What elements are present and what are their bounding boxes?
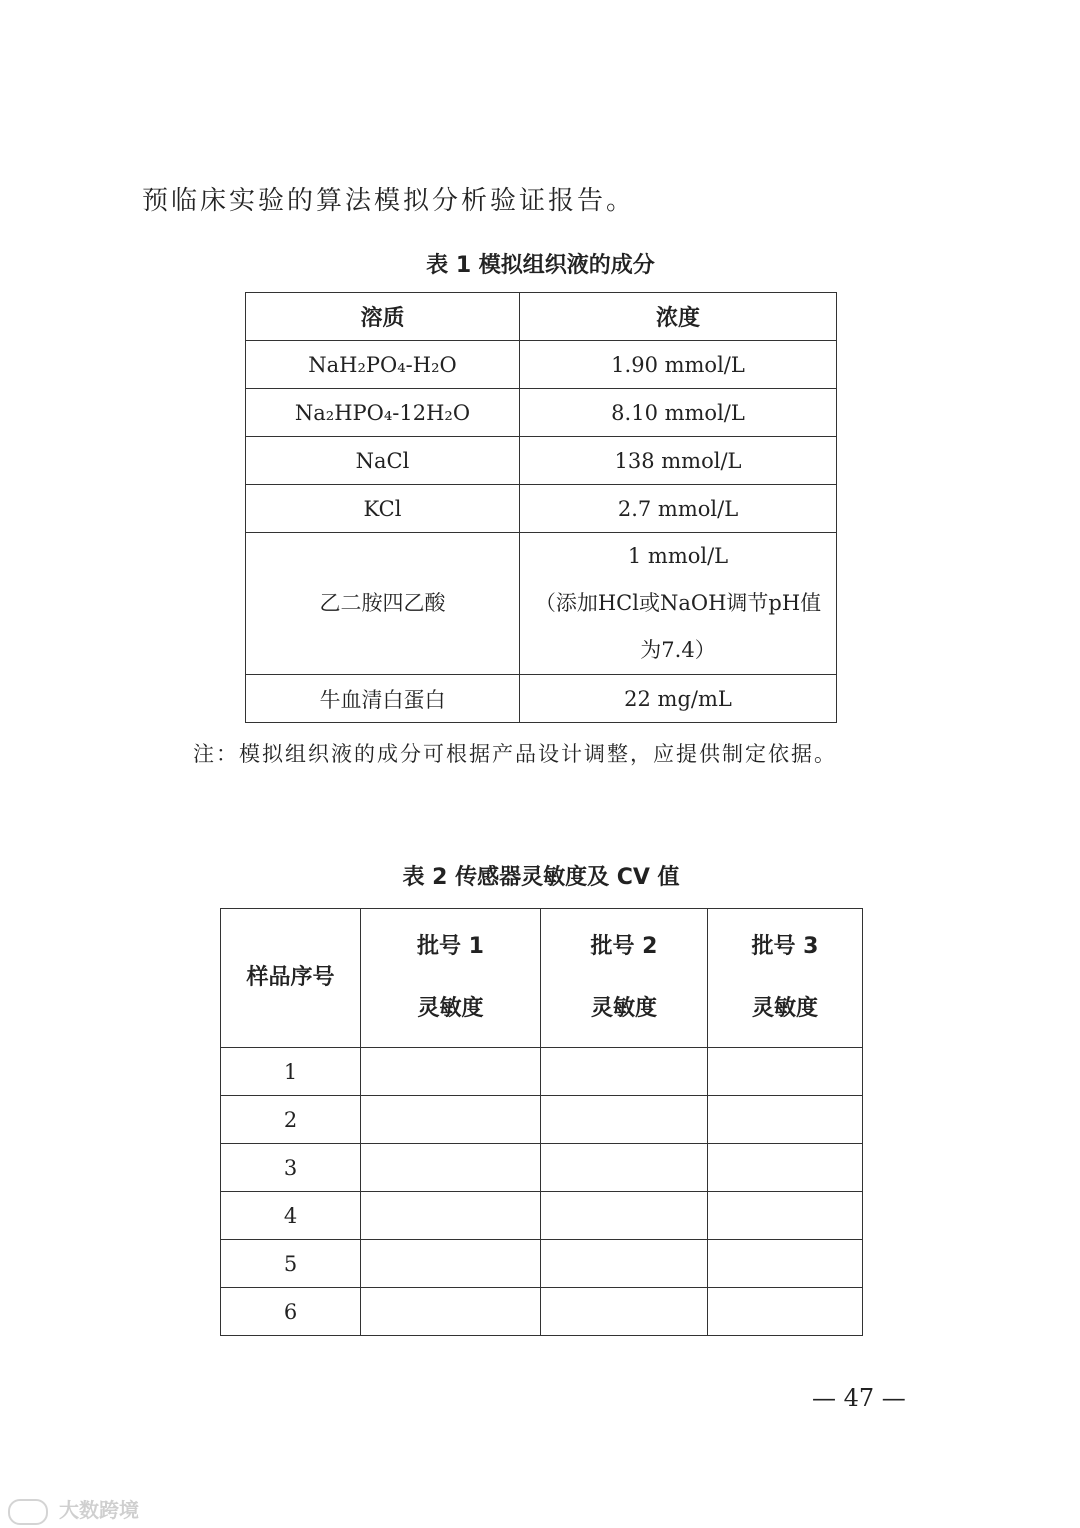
solute-cell: 乙二胺四乙酸	[246, 533, 520, 675]
header-line: 灵敏度	[590, 996, 657, 1021]
concentration-line: 为7.4）	[640, 638, 716, 662]
solute-cell: NaCl	[246, 437, 520, 485]
table-row	[246, 675, 837, 723]
watermark-logo-icon	[8, 1499, 48, 1525]
header-solute: 溶质	[246, 293, 520, 341]
watermark	[8, 1494, 139, 1525]
concentration-line: 1 mmol/L	[627, 544, 729, 568]
empty-cell	[541, 1048, 708, 1096]
header-line: 批号 2	[590, 934, 658, 959]
header-line: 灵敏度	[751, 996, 818, 1021]
sample-number-cell: 6	[221, 1288, 361, 1336]
table1-note: 注：模拟组织液的成分可根据产品设计调整，应提供制定依据。	[193, 742, 837, 766]
sample-number-cell: 2	[221, 1096, 361, 1144]
concentration-cell	[520, 533, 837, 675]
header-batch-2	[541, 909, 708, 1048]
sample-number-cell: 4	[221, 1192, 361, 1240]
concentration-cell: 1.90 mmol/L	[520, 341, 837, 389]
table-row	[246, 485, 837, 533]
solute-cell: KCl	[246, 485, 520, 533]
intro-text: 预临床实验的算法模拟分析验证报告。	[142, 186, 636, 216]
empty-cell	[708, 1048, 863, 1096]
table-header-row	[221, 909, 863, 1048]
header-batch-1	[361, 909, 541, 1048]
header-sample-number: 样品序号	[221, 909, 361, 1048]
empty-cell	[361, 1240, 541, 1288]
empty-cell	[708, 1240, 863, 1288]
empty-cell	[361, 1048, 541, 1096]
empty-cell	[541, 1240, 708, 1288]
concentration-cell: 138 mmol/L	[520, 437, 837, 485]
table-row	[246, 389, 837, 437]
sample-number-cell: 1	[221, 1048, 361, 1096]
table2-caption: 表 2 传感器灵敏度及 CV 值	[402, 865, 680, 890]
sensor-sensitivity-table	[220, 908, 863, 1336]
table-row	[221, 1192, 863, 1240]
solute-cell: 牛血清白蛋白	[246, 675, 520, 723]
empty-cell	[708, 1192, 863, 1240]
table-row	[246, 341, 837, 389]
table-row	[221, 1048, 863, 1096]
solution-composition-table	[245, 292, 837, 723]
table-row	[221, 1288, 863, 1336]
empty-cell	[361, 1096, 541, 1144]
empty-cell	[541, 1192, 708, 1240]
empty-cell	[708, 1096, 863, 1144]
table-row	[246, 437, 837, 485]
solute-cell: NaH₂PO₄-H₂O	[246, 341, 520, 389]
header-concentration: 浓度	[520, 293, 837, 341]
table-row	[221, 1096, 863, 1144]
header-line: 批号 3	[751, 934, 819, 959]
header-line: 批号 1	[417, 934, 484, 959]
sample-number-cell: 5	[221, 1240, 361, 1288]
page-number: — 47 —	[812, 1384, 906, 1412]
empty-cell	[541, 1096, 708, 1144]
empty-cell	[708, 1288, 863, 1336]
concentration-cell: 2.7 mmol/L	[520, 485, 837, 533]
empty-cell	[541, 1288, 708, 1336]
empty-cell	[361, 1288, 541, 1336]
table-row	[221, 1240, 863, 1288]
watermark-text: 大数跨境	[58, 1498, 139, 1522]
concentration-cell: 22 mg/mL	[520, 675, 837, 723]
header-batch-3	[708, 909, 863, 1048]
empty-cell	[708, 1144, 863, 1192]
empty-cell	[361, 1144, 541, 1192]
table-row	[221, 1144, 863, 1192]
solute-cell: Na₂HPO₄-12H₂O	[246, 389, 520, 437]
table-header-row	[246, 293, 837, 341]
concentration-cell: 8.10 mmol/L	[520, 389, 837, 437]
header-line: 灵敏度	[417, 996, 484, 1021]
empty-cell	[541, 1144, 708, 1192]
table-row	[246, 533, 837, 675]
sample-number-cell: 3	[221, 1144, 361, 1192]
table1-caption: 表 1 模拟组织液的成分	[426, 253, 655, 278]
concentration-line: （添加HCl或NaOH调节pH值	[534, 591, 822, 615]
empty-cell	[361, 1192, 541, 1240]
